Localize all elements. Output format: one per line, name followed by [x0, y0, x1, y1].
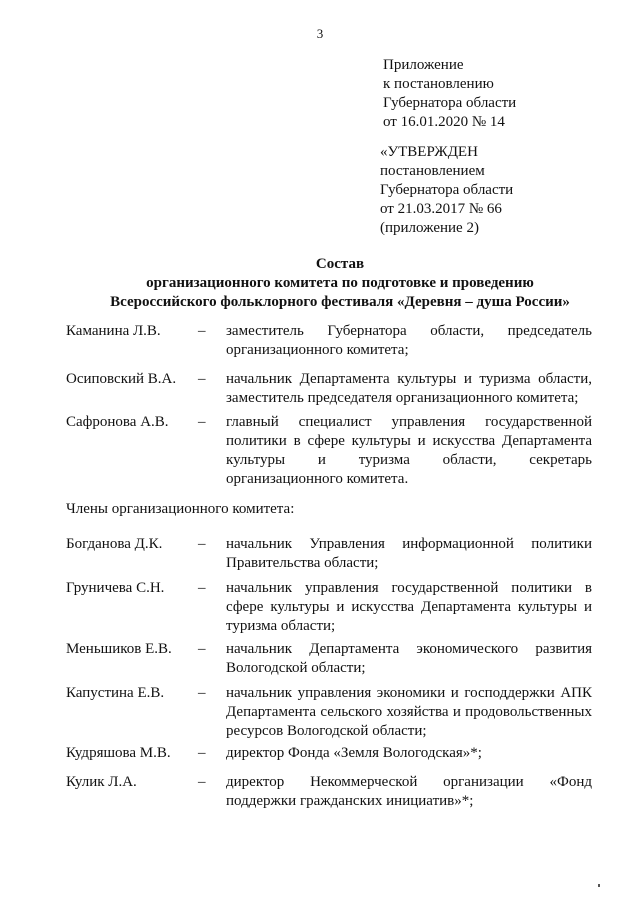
member-role: главный специалист управления государственной политики в сфере культуры и искусства Департамента культуры и туризма области, секретарь организационного комитета.	[226, 414, 592, 487]
title-line: Состав	[315, 256, 365, 272]
member-name: Капустина Е.В.	[66, 685, 165, 701]
scan-artifact	[598, 884, 600, 887]
annex-line: Приложение	[383, 57, 464, 73]
member-role: начальник Департамента экономического развития Вологодской области;	[226, 641, 592, 676]
member-row	[66, 684, 592, 741]
member-name: Богданова Д.К.	[66, 536, 163, 552]
member-row	[66, 370, 592, 408]
annex-line: к постановлению	[383, 76, 494, 92]
member-name: Меньшиков Е.В.	[66, 641, 172, 657]
member-dash: –	[198, 323, 206, 339]
member-dash: –	[198, 536, 206, 552]
member-dash: –	[198, 745, 206, 761]
annex-line: от 16.01.2020 № 14	[383, 114, 505, 130]
member-dash: –	[198, 774, 206, 790]
member-role: начальник управления экономики и господдержки АПК Департамента сельского хозяйства и продовольственных ресурсов Вологодской области;	[226, 685, 592, 739]
member-name: Осиповский В.А.	[66, 371, 177, 387]
approved-line: от 21.03.2017 № 66	[380, 201, 502, 217]
member-role: директор Фонда «Земля Вологодская»*;	[226, 745, 482, 761]
member-row	[66, 413, 592, 489]
annex-block	[383, 56, 516, 132]
approved-block	[380, 143, 513, 238]
member-name: Каманина Л.В.	[66, 323, 161, 339]
approved-line: Губернатора области	[380, 182, 514, 198]
member-role: начальник Управления информационной политики Правительства области;	[226, 536, 592, 571]
member-row	[66, 535, 592, 573]
member-dash: –	[198, 414, 206, 430]
approved-line: «УТВЕРЖДЕН	[380, 144, 478, 160]
member-role: директор Некоммерческой организации «Фонд поддержки гражданских инициатив»*;	[226, 774, 592, 809]
member-role: начальник управления государственной политики в сфере культуры и искусства Департамента культуры и туризма области;	[226, 580, 592, 634]
members-label: Члены организационного комитета:	[66, 501, 295, 517]
member-name: Кудряшова М.В.	[66, 745, 171, 761]
member-dash: –	[198, 641, 206, 657]
member-row	[66, 579, 592, 636]
member-dash: –	[198, 371, 206, 387]
member-dash: –	[198, 580, 206, 596]
title-line: Всероссийского фольклорного фестиваля «Деревня – душа России»	[110, 294, 570, 310]
annex-line: Губернатора области	[383, 95, 517, 111]
approved-line: (приложение 2)	[380, 220, 479, 236]
member-dash: –	[198, 685, 206, 701]
member-role: заместитель Губернатора области, председатель организационного комитета;	[226, 323, 592, 358]
member-row	[66, 773, 592, 811]
member-row	[66, 322, 592, 360]
member-role: начальник Департамента культуры и туризма области, заместитель председателя организационного комитета;	[226, 371, 592, 406]
member-name: Кулик Л.А.	[66, 774, 137, 790]
member-name: Сафронова А.В.	[66, 414, 169, 430]
document-title	[60, 255, 620, 312]
title-line: организационного комитета по подготовке и проведению	[146, 275, 534, 291]
member-row	[66, 640, 592, 678]
member-row	[66, 744, 592, 763]
approved-line: постановлением	[380, 163, 485, 179]
page-number: 3	[316, 26, 324, 41]
member-name: Груничева С.Н.	[66, 580, 165, 596]
